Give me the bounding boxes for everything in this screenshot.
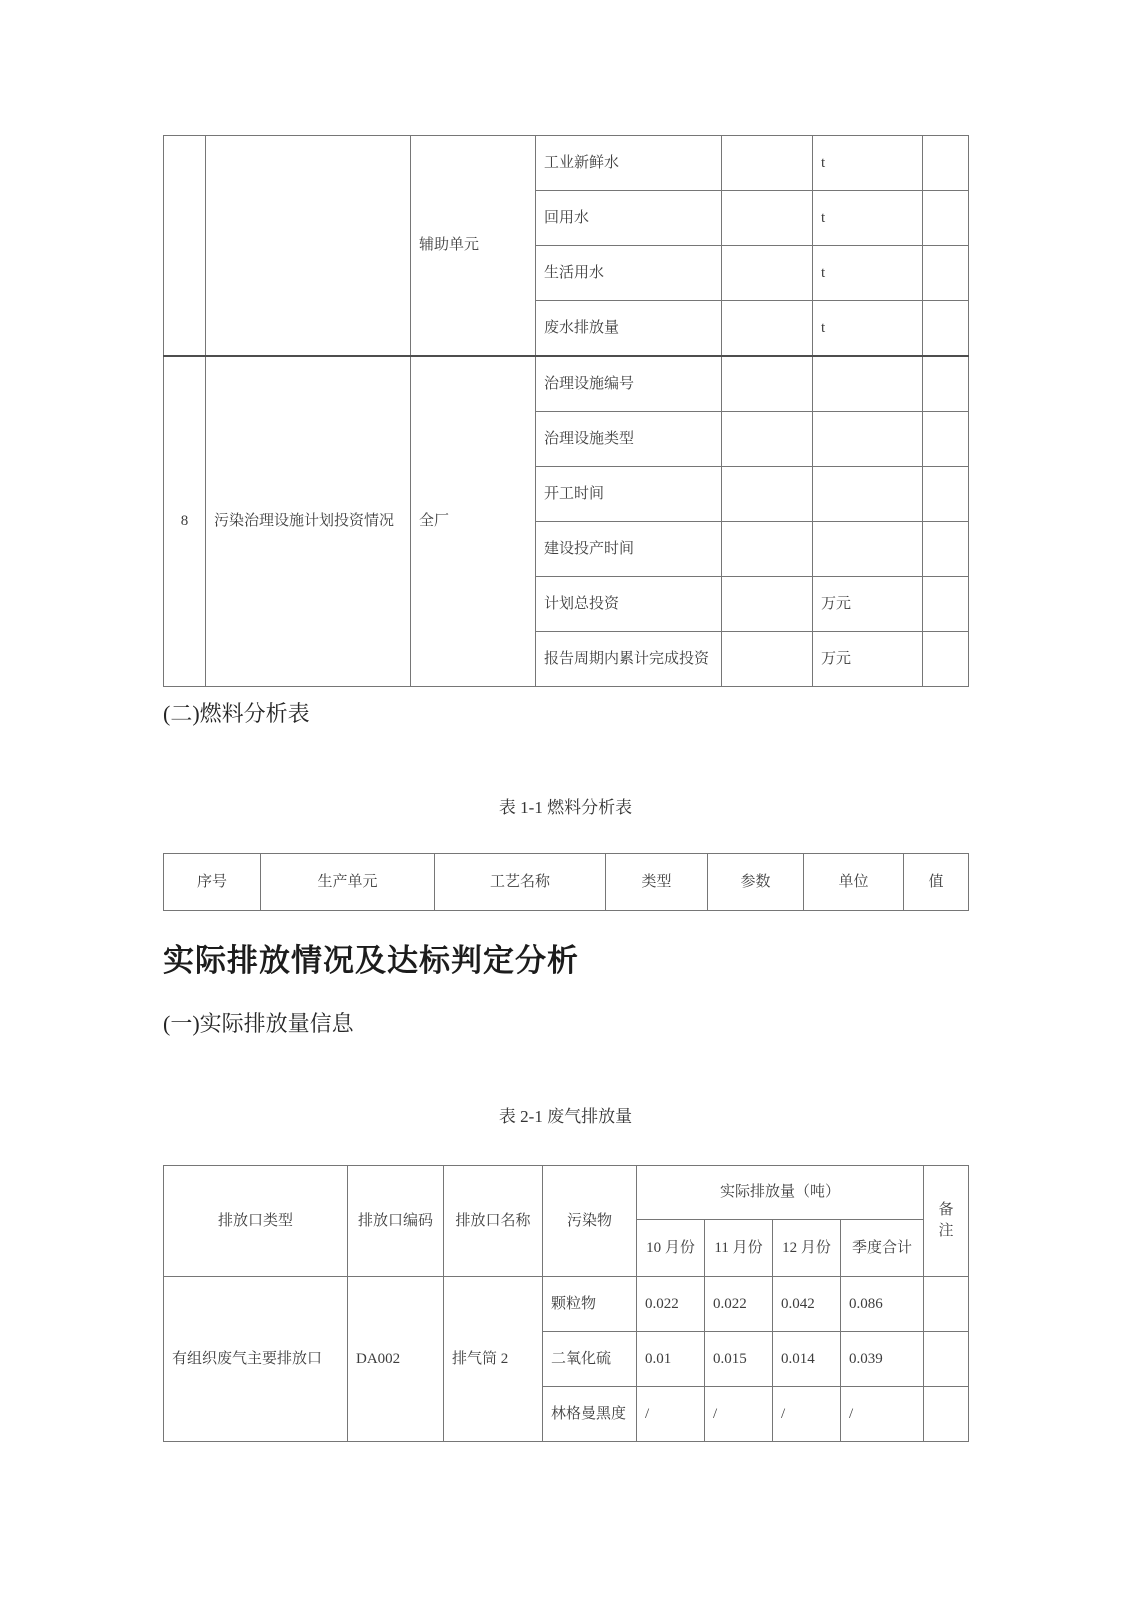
indicator-cell: 建设投产时间 xyxy=(536,522,722,577)
emission-total-cell: / xyxy=(841,1386,924,1441)
header-month-dec: 12 月份 xyxy=(773,1219,841,1276)
unit-of-measure-cell: t xyxy=(813,246,923,301)
indicator-cell: 工业新鲜水 xyxy=(536,136,722,191)
note-cell xyxy=(923,522,969,577)
note-cell xyxy=(923,136,969,191)
table-row xyxy=(164,1276,969,1331)
indicator-cell: 计划总投资 xyxy=(536,577,722,632)
value-cell xyxy=(722,136,813,191)
header-quarter-total: 季度合计 xyxy=(841,1219,924,1276)
table-header-row xyxy=(164,853,969,910)
note-cell xyxy=(923,356,969,412)
waste-gas-emission-table xyxy=(163,1165,969,1442)
seq-cell: 8 xyxy=(164,356,206,687)
header-type: 类型 xyxy=(606,853,708,910)
table-row xyxy=(164,136,969,191)
unit-of-measure-cell: 万元 xyxy=(813,632,923,687)
header-outlet-name: 排放口名称 xyxy=(444,1165,543,1276)
note-cell xyxy=(923,632,969,687)
indicator-cell: 生活用水 xyxy=(536,246,722,301)
note-cell xyxy=(923,301,969,357)
emission-dec-cell: 0.014 xyxy=(773,1331,841,1386)
seq-cell xyxy=(164,136,206,357)
note-cell xyxy=(923,191,969,246)
emission-nov-cell: 0.015 xyxy=(705,1331,773,1386)
fuel-section-heading: (二)燃料分析表 xyxy=(163,701,310,726)
emission-subsection-heading: (一)实际排放量信息 xyxy=(163,1010,354,1036)
header-value: 值 xyxy=(904,853,969,910)
value-cell xyxy=(722,246,813,301)
emission-oct-cell: 0.01 xyxy=(637,1331,705,1386)
unit-cell: 辅助单元 xyxy=(411,136,536,357)
unit-cell: 全厂 xyxy=(411,356,536,687)
value-cell xyxy=(722,301,813,357)
outlet-type-cell: 有组织废气主要排放口 xyxy=(164,1276,348,1441)
value-cell xyxy=(722,577,813,632)
value-cell xyxy=(722,467,813,522)
outlet-name-cell: 排气筒 2 xyxy=(444,1276,543,1441)
indicator-cell: 开工时间 xyxy=(536,467,722,522)
emission-oct-cell: / xyxy=(637,1386,705,1441)
production-info-table xyxy=(163,135,969,687)
emission-total-cell: 0.039 xyxy=(841,1331,924,1386)
indicator-cell: 报告周期内累计完成投资 xyxy=(536,632,722,687)
note-cell xyxy=(923,246,969,301)
unit-of-measure-cell: t xyxy=(813,301,923,357)
header-production-unit: 生产单元 xyxy=(261,853,435,910)
header-parameter: 参数 xyxy=(708,853,804,910)
indicator-cell: 回用水 xyxy=(536,191,722,246)
indicator-cell: 废水排放量 xyxy=(536,301,722,357)
header-month-oct: 10 月份 xyxy=(637,1219,705,1276)
value-cell xyxy=(722,412,813,467)
emission-dec-cell: 0.042 xyxy=(773,1276,841,1331)
emission-dec-cell: / xyxy=(773,1386,841,1441)
header-actual-emission-group: 实际排放量（吨） xyxy=(637,1165,924,1219)
header-seq: 序号 xyxy=(164,853,261,910)
unit-of-measure-cell xyxy=(813,412,923,467)
note-cell xyxy=(924,1386,969,1441)
value-cell xyxy=(722,522,813,577)
unit-of-measure-cell xyxy=(813,467,923,522)
table-2-1-caption: 表 2-1 废气排放量 xyxy=(498,1106,633,1126)
unit-of-measure-cell: 万元 xyxy=(813,577,923,632)
header-outlet-code: 排放口编码 xyxy=(348,1165,444,1276)
category-cell: 污染治理设施计划投资情况 xyxy=(206,356,411,687)
header-unit: 单位 xyxy=(804,853,904,910)
value-cell xyxy=(722,356,813,412)
unit-of-measure-cell: t xyxy=(813,191,923,246)
chapter-heading: 实际排放情况及达标判定分析 xyxy=(163,942,579,978)
note-cell xyxy=(924,1276,969,1331)
note-cell xyxy=(923,412,969,467)
header-month-nov: 11 月份 xyxy=(705,1219,773,1276)
emission-oct-cell: 0.022 xyxy=(637,1276,705,1331)
table-header-row xyxy=(164,1165,969,1219)
category-cell xyxy=(206,136,411,357)
note-cell xyxy=(923,467,969,522)
header-process-name: 工艺名称 xyxy=(435,853,606,910)
header-outlet-type: 排放口类型 xyxy=(164,1165,348,1276)
outlet-code-cell: DA002 xyxy=(348,1276,444,1441)
indicator-cell: 治理设施编号 xyxy=(536,356,722,412)
value-cell xyxy=(722,191,813,246)
unit-of-measure-cell xyxy=(813,356,923,412)
unit-of-measure-cell: t xyxy=(813,136,923,191)
header-note: 备注 xyxy=(924,1165,969,1276)
note-cell xyxy=(923,577,969,632)
indicator-cell: 治理设施类型 xyxy=(536,412,722,467)
pollutant-cell: 二氧化硫 xyxy=(543,1331,637,1386)
note-cell xyxy=(924,1331,969,1386)
emission-nov-cell: / xyxy=(705,1386,773,1441)
fuel-analysis-table xyxy=(163,853,969,911)
unit-of-measure-cell xyxy=(813,522,923,577)
header-pollutant: 污染物 xyxy=(543,1165,637,1276)
pollutant-cell: 林格曼黑度 xyxy=(543,1386,637,1441)
emission-nov-cell: 0.022 xyxy=(705,1276,773,1331)
table-1-1-caption: 表 1-1 燃料分析表 xyxy=(498,797,633,817)
emission-total-cell: 0.086 xyxy=(841,1276,924,1331)
pollutant-cell: 颗粒物 xyxy=(543,1276,637,1331)
table-row xyxy=(164,356,969,412)
value-cell xyxy=(722,632,813,687)
